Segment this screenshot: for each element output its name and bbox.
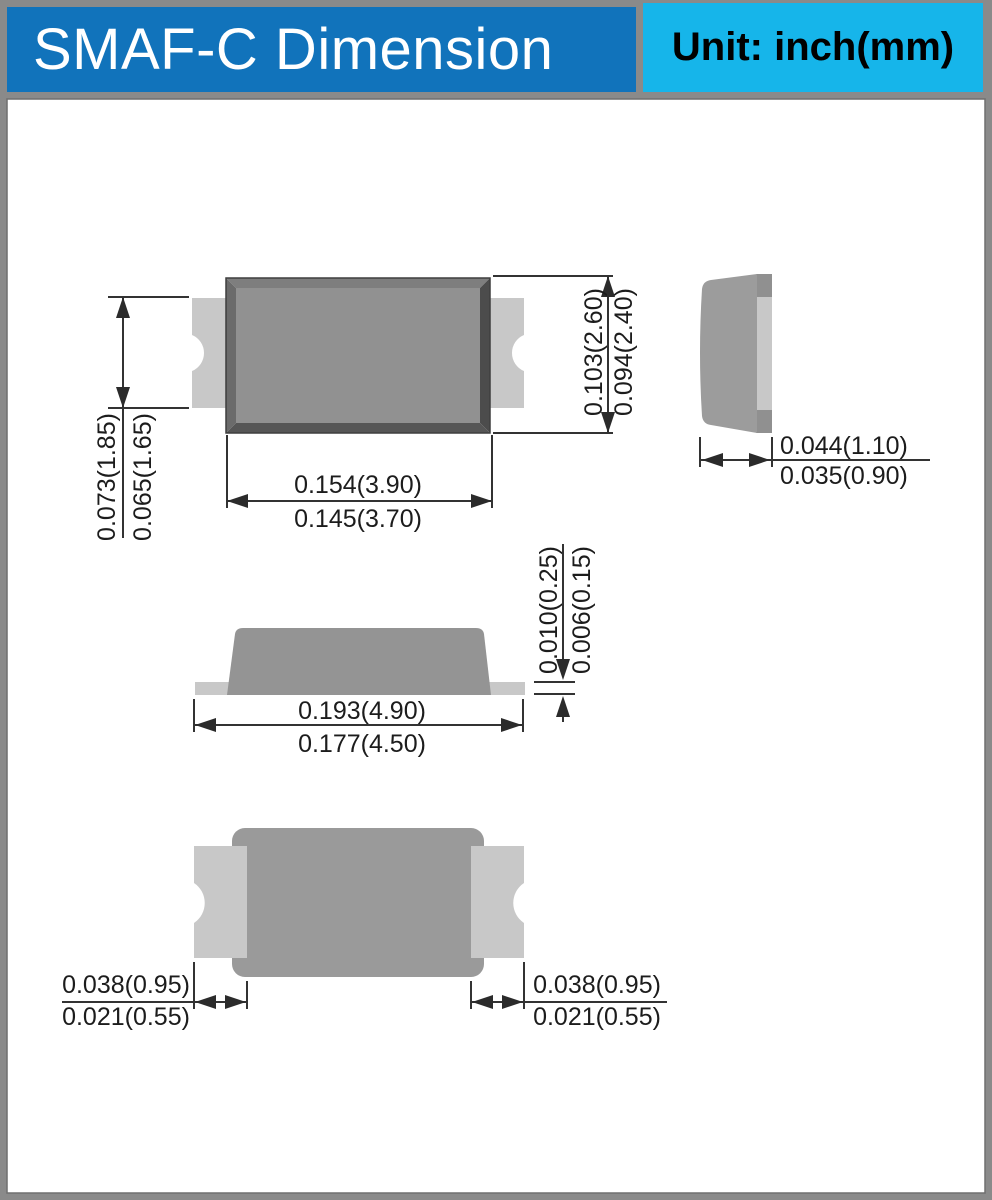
dim-label: 0.073(1.85) — [92, 413, 121, 541]
dim-label: 0.065(1.65) — [128, 413, 157, 541]
bottom-view-body — [232, 828, 484, 977]
dim-label: 0.044(1.10) — [780, 432, 908, 460]
dim-label: 0.038(0.95) — [533, 971, 661, 999]
dim-label: 0.006(0.15) — [567, 546, 596, 674]
dim-label: 0.103(2.60) — [579, 288, 608, 416]
top-view-body-bevel-right — [480, 278, 490, 433]
top-view-body-bevel-top — [226, 278, 490, 288]
side-view-lead-strip — [756, 274, 772, 433]
dim-label: 0.038(0.95) — [62, 971, 190, 999]
unit-badge: Unit: inch(mm) — [643, 3, 983, 92]
top-view-body-bevel-bottom — [226, 423, 490, 433]
side-view-body — [700, 274, 757, 433]
dim-label: 0.145(3.70) — [294, 505, 422, 533]
dim-label: 0.193(4.90) — [298, 697, 426, 725]
dim-label: 0.010(0.25) — [534, 546, 563, 674]
dim-label: 0.021(0.55) — [533, 1003, 661, 1031]
side-view-lead-bottom-cap — [756, 410, 772, 433]
front-view-body — [227, 628, 491, 695]
dim-label: 0.021(0.55) — [62, 1003, 190, 1031]
top-view-body-face — [236, 288, 480, 423]
side-view-lead-top-cap — [756, 274, 772, 297]
dim-label: 0.154(3.90) — [294, 471, 422, 499]
dim-label: 0.094(2.40) — [609, 288, 638, 416]
dim-label: 0.177(4.50) — [298, 730, 426, 758]
page-title: SMAF-C Dimension — [7, 7, 636, 92]
top-view-body-bevel-left — [226, 278, 236, 433]
dim-label: 0.035(0.90) — [780, 462, 908, 490]
